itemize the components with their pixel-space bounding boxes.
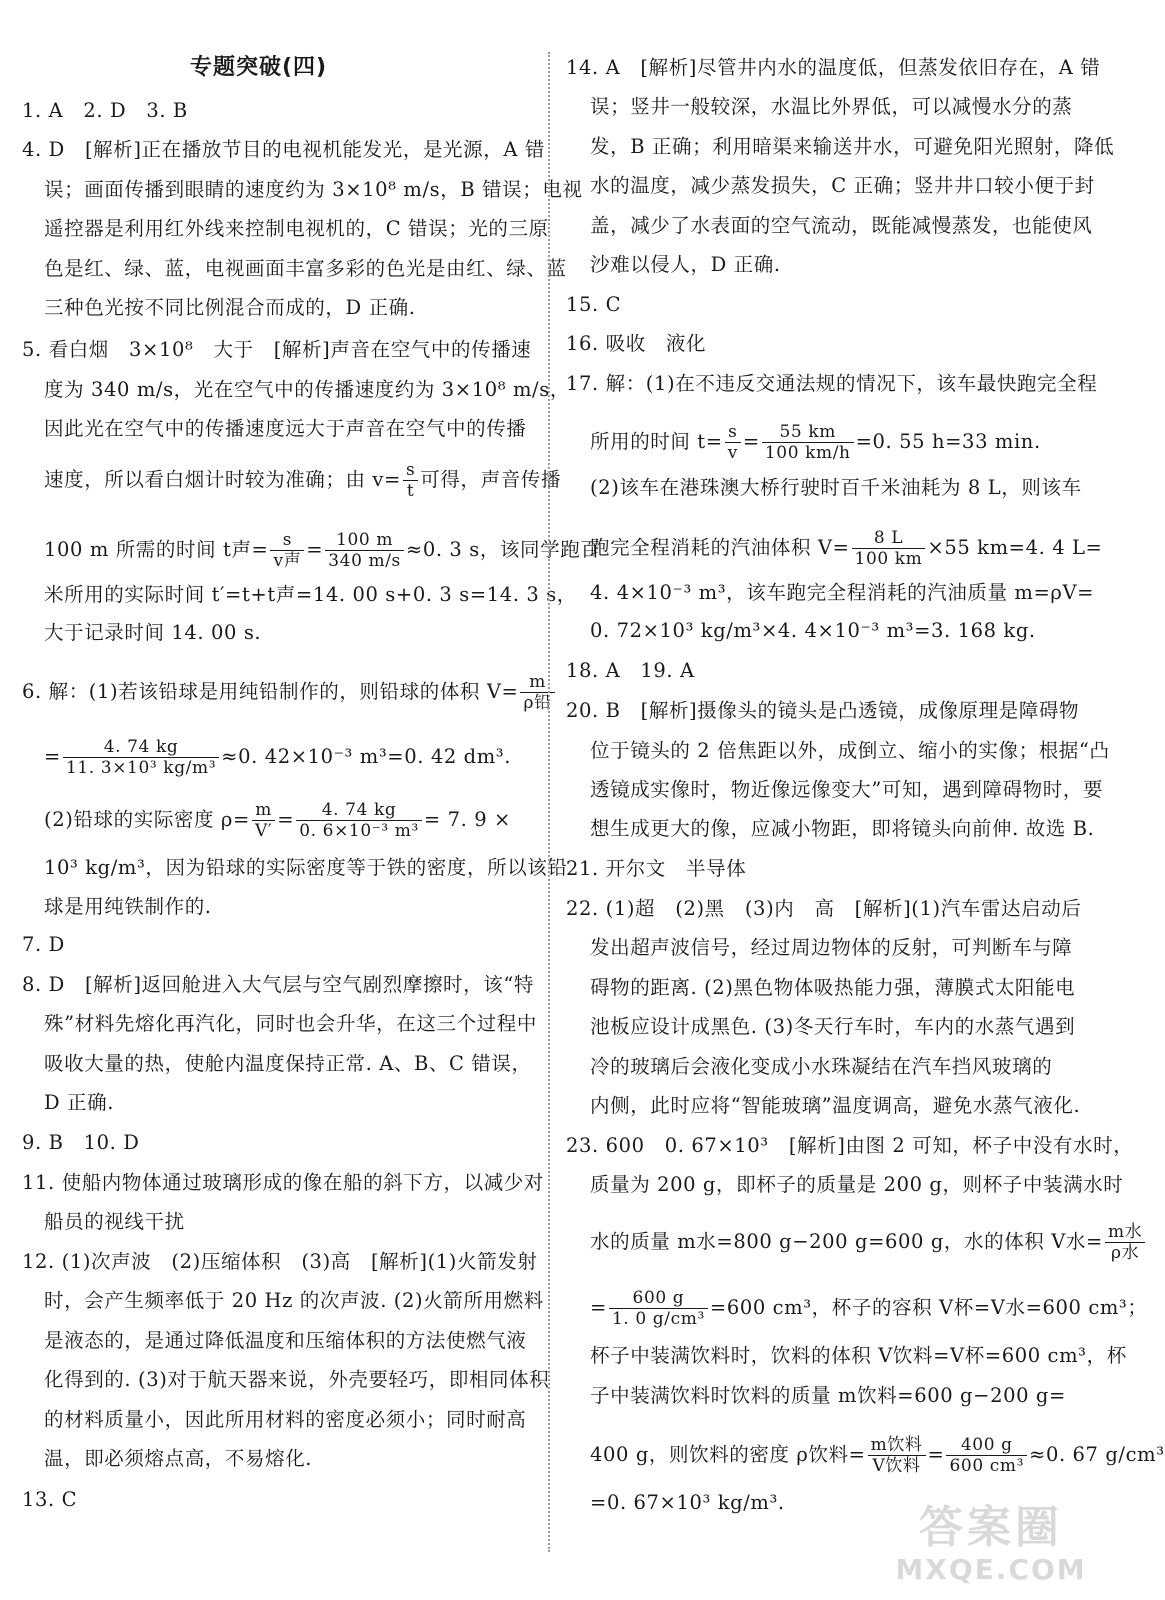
denominator: 340 m/s — [328, 551, 401, 571]
answer-13: 13. C — [22, 1488, 78, 1511]
answer-14-line-6: 沙难以侵人，D 正确. — [590, 253, 781, 276]
page-title: 专题突破(四) — [190, 55, 328, 80]
answer-22-line-3: 碍物的距离. (2)黑色物体吸热能力强，薄膜式太阳能电 — [590, 976, 1076, 999]
answer-5-line-2: 度为 340 m/s，光在空气中的传播速度约为 3×10⁸ m/s， — [44, 378, 570, 401]
answer-23-line-3 — [590, 1222, 1147, 1263]
answer-16: 16. 吸收 液化 — [566, 332, 707, 355]
numerator: m水 — [1105, 1222, 1145, 1243]
text-segment: = — [277, 808, 295, 831]
fraction-distance-over-speed — [762, 422, 854, 463]
denominator: V饮料 — [872, 1456, 921, 1476]
fraction-m-over-v — [252, 800, 275, 841]
fraction-s-over-v — [725, 422, 741, 463]
text-segment: 速度，所以看白烟计时较为准确；由 v= — [44, 468, 401, 491]
answer-4-line-3: 遥控器是利用红外线来控制电视机的，C 错误；光的三原 — [44, 217, 549, 240]
answer-18-19: 18. A 19. A — [566, 659, 695, 682]
answer-12-line-1: 12. (1)次声波 (2)压缩体积 (3)高 [解析](1)火箭发射 — [22, 1250, 538, 1273]
answer-15: 15. C — [566, 293, 622, 316]
answer-12-line-3: 是液态的，是通过降低温度和压缩体积的方法使燃气液 — [44, 1329, 527, 1352]
text-segment: = — [306, 538, 324, 561]
numerator: s — [403, 460, 418, 481]
answer-23-line-1: 23. 600 0. 67×10³ [解析]由图 2 可知，杯子中没有水时， — [566, 1134, 1134, 1157]
answer-8-line-2: 殊”材料先熔化再汽化，同时也会升华，在这三个过程中 — [44, 1012, 537, 1035]
text-segment: =0. 55 h=33 min. — [855, 430, 1041, 453]
denominator: v — [727, 443, 738, 463]
answer-23-line-7 — [590, 1435, 1165, 1476]
text-segment: ×55 km=4. 4 L= — [927, 536, 1103, 559]
text-segment: 400 g，则饮料的密度 ρ饮料= — [590, 1443, 866, 1466]
answer-23-line-6: 子中装满饮料时饮料的质量 m饮料=600 g−200 g= — [590, 1384, 1066, 1407]
answer-9-10: 9. B 10. D — [22, 1131, 140, 1154]
numerator: s — [270, 530, 304, 551]
answer-14-line-3: 发，B 正确；利用暗渠来输送井水，可避免阳光照射，降低 — [590, 135, 1115, 158]
answer-23-line-2: 质量为 200 g，即杯子的质量是 200 g，则杯子中装满水时 — [590, 1173, 1124, 1196]
text-segment: 所用的时间 t= — [590, 430, 723, 453]
fraction-m-over-rho — [1105, 1222, 1145, 1263]
text-segment: = 7. 9 × — [423, 808, 511, 831]
answer-17-line-5: 4. 4×10⁻³ m³，该车跑完全程消耗的汽油质量 m=ρV= — [590, 581, 1095, 604]
answer-14-line-1: 14. A [解析]尽管井内水的温度低，但蒸发依旧存在，A 错 — [566, 56, 1101, 79]
answer-12-line-2: 时，会产生频率低于 20 Hz 的次声波. (2)火箭所用燃料 — [44, 1289, 544, 1312]
numerator: m饮料 — [868, 1435, 926, 1456]
numerator: 600 g — [609, 1288, 708, 1309]
text-segment: 水的质量 m水=800 g−200 g=600 g，水的体积 V水= — [590, 1230, 1103, 1253]
answer-6-line-5: 球是用纯铁制作的. — [44, 895, 212, 918]
answer-20-line-3: 透镜成实像时，物近像远像变大”可知，遇到障碍物时，要 — [590, 778, 1104, 801]
answer-12-line-6: 温，即必须熔点高，不易熔化. — [44, 1447, 313, 1470]
text-segment: =600 cm³，杯子的容积 V杯=V水=600 cm³； — [709, 1296, 1148, 1319]
answer-17-line-1: 17. 解：(1)在不违反交通法规的情况下，该车最快跑完全程 — [566, 372, 1098, 395]
text-segment: = — [927, 1443, 945, 1466]
column-divider — [548, 52, 550, 1552]
answer-4-line-5: 三种色光按不同比例混合而成的，D 正确. — [44, 296, 416, 319]
denominator: ρ水 — [1111, 1243, 1140, 1263]
answer-22-line-2: 发出超声波信号，经过周边物体的反射，可判断车与障 — [590, 936, 1073, 959]
denominator: 11. 3×10³ kg/m³ — [65, 758, 217, 778]
denominator: 100 km — [854, 549, 923, 569]
fraction-mass-over-volume — [946, 1435, 1027, 1476]
answer-7: 7. D — [22, 933, 65, 956]
answer-8-line-1: 8. D [解析]返回舱进入大气层与空气剧烈摩擦时，该“特 — [22, 973, 535, 996]
answer-6-line-3 — [44, 800, 511, 841]
answer-6-line-2 — [44, 737, 511, 778]
text-segment: 跑完全程消耗的汽油体积 V= — [590, 536, 850, 559]
watermark-title: 答案圈 — [919, 1502, 1063, 1553]
fraction-mass-over-density — [63, 737, 219, 778]
answer-23-line-4 — [590, 1288, 1147, 1329]
answer-4-line-4: 色是红、绿、蓝，电视画面丰富多彩的色光是由红、绿、蓝 — [44, 257, 567, 280]
text-segment: ≈0. 42×10⁻³ m³=0. 42 dm³. — [221, 745, 512, 768]
answer-17-line-6: 0. 72×10³ kg/m³×4. 4×10⁻³ m³=3. 168 kg. — [590, 619, 1036, 642]
text-segment: = — [742, 430, 760, 453]
answer-20-line-2: 位于镜头的 2 倍焦距以外，成倒立、缩小的实像；根据“凸 — [590, 739, 1110, 762]
answer-6-line-4: 10³ kg/m³，因为铅球的实际密度等于铁的密度，所以该铅 — [44, 856, 568, 879]
fraction-fuel-per-distance — [852, 528, 926, 569]
answer-4-line-2: 误；画面传播到眼睛的速度约为 3×10⁸ m/s，B 错误；电视 — [44, 178, 583, 201]
answer-5-line-7: 大于记录时间 14. 00 s. — [44, 621, 262, 644]
numerator: 100 m — [325, 530, 404, 551]
answer-17-line-2 — [590, 422, 1041, 463]
denominator: 100 km/h — [764, 443, 851, 463]
denominator: 1. 0 g/cm³ — [611, 1309, 705, 1329]
text-segment: (2)铅球的实际密度 ρ= — [44, 808, 250, 831]
text-segment: = — [590, 1296, 607, 1319]
numerator: 55 km — [762, 422, 854, 443]
answer-8-line-4: D 正确. — [44, 1091, 115, 1114]
denominator: 600 cm³ — [949, 1456, 1024, 1476]
fraction-mass-over-volume — [296, 800, 422, 841]
answer-12-line-4: 化得到的. (3)对于航天器来说，外壳要轻巧，即相同体积 — [44, 1368, 550, 1391]
watermark-logo — [891, 1502, 1091, 1592]
fraction-m-over-v — [868, 1435, 926, 1476]
numerator: 4. 74 kg — [63, 737, 219, 758]
answer-20-line-4: 想生成更大的像，应减小物距，即将镜头向前伸. 故选 B. — [590, 817, 1095, 840]
answer-5-line-3: 因此光在空气中的传播速度远大于声音在空气中的传播 — [44, 417, 527, 440]
answer-6-line-1 — [22, 672, 557, 713]
denominator: V′ — [254, 821, 273, 841]
answer-23-line-8: =0. 67×10³ kg/m³. — [590, 1491, 785, 1514]
answer-20-line-1: 20. B [解析]摄像头的镜头是凸透镜，成像原理是障碍物 — [566, 699, 1080, 722]
answer-14-line-5: 盖，减少了水表面的空气流动，既能减慢蒸发，也能使风 — [590, 214, 1093, 237]
fraction-mass-over-density — [609, 1288, 708, 1329]
text-segment: 可得，声音传播 — [420, 468, 561, 491]
numerator: 4. 74 kg — [296, 800, 422, 821]
answer-21: 21. 开尔文 半导体 — [566, 857, 747, 880]
fraction-s-over-v — [270, 530, 304, 571]
numerator: 400 g — [946, 1435, 1027, 1456]
numerator: 8 L — [852, 528, 926, 549]
answer-5-line-1: 5. 看白烟 3×10⁸ 大于 [解析]声音在空气中的传播速 — [22, 338, 532, 361]
numerator: m — [520, 672, 554, 693]
answer-4-line-1: 4. D [解析]正在播放节目的电视机能发光，是光源，A 错 — [22, 138, 545, 161]
answer-22-line-1: 22. (1)超 (2)黑 (3)内 高 [解析](1)汽车雷达启动后 — [566, 897, 1082, 920]
answer-8-line-3: 吸收大量的热，使舱内温度保持正常. A、B、C 错误， — [44, 1052, 532, 1075]
text-segment: 6. 解：(1)若该铅球是用纯铅制作的，则铅球的体积 V= — [22, 680, 519, 703]
answer-11-line-1: 11. 使船内物体通过玻璃形成的像在船的斜下方，以减少对 — [22, 1171, 545, 1194]
denominator: 0. 6×10⁻³ m³ — [299, 821, 419, 841]
answer-14-line-2: 误；竖井一般较深，水温比外界低，可以减慢水分的蒸 — [590, 95, 1073, 118]
denominator: v声 — [273, 551, 302, 571]
answer-17-line-4 — [590, 528, 1103, 569]
answer-22-line-5: 冷的玻璃后会液化变成小水珠凝结在汽车挡风玻璃的 — [590, 1055, 1053, 1078]
text-segment: 100 m 所需的时间 t声= — [44, 538, 269, 561]
text-segment: ≈0. 67 g/cm³ — [1029, 1443, 1165, 1466]
numerator: s — [725, 422, 741, 443]
fraction-distance-over-speed — [325, 530, 404, 571]
answer-5-line-4 — [44, 460, 561, 501]
numerator: m — [252, 800, 275, 821]
answer-23-line-5: 杯子中装满饮料时，饮料的体积 V饮料=V杯=600 cm³，杯 — [590, 1344, 1127, 1367]
answer-22-line-4: 池板应设计成黑色. (3)冬天行车时，车内的水蒸气遇到 — [590, 1015, 1076, 1038]
answer-12-line-5: 的材料质量小，因此所用材料的密度必须小；同时耐高 — [44, 1408, 527, 1431]
denominator: ρ铅 — [523, 693, 552, 713]
answer-1-3: 1. A 2. D 3. B — [22, 99, 188, 122]
answer-5-line-6: 米所用的实际时间 t′=t+t声=14. 00 s+0. 3 s=14. 3 s， — [44, 583, 577, 606]
text-segment: = — [44, 745, 61, 768]
denominator: t — [406, 481, 415, 501]
answer-22-line-6: 内侧，此时应将“智能玻璃”温度调高，避免水蒸气液化. — [590, 1094, 1081, 1117]
answer-17-line-3: (2)该车在港珠澳大桥行驶时百千米油耗为 8 L，则该车 — [590, 476, 1082, 499]
answer-11-line-2: 船员的视线干扰 — [44, 1210, 185, 1233]
watermark-site: MXQE.COM — [895, 1553, 1087, 1586]
answer-5-line-5 — [44, 530, 600, 571]
text-segment: ≈0. 3 s，该同学跑百 — [405, 538, 601, 561]
answer-14-line-4: 水的温度，减少蒸发损失，C 正确；竖井井口较小便于封 — [590, 174, 1095, 197]
fraction-s-over-t — [403, 460, 418, 501]
